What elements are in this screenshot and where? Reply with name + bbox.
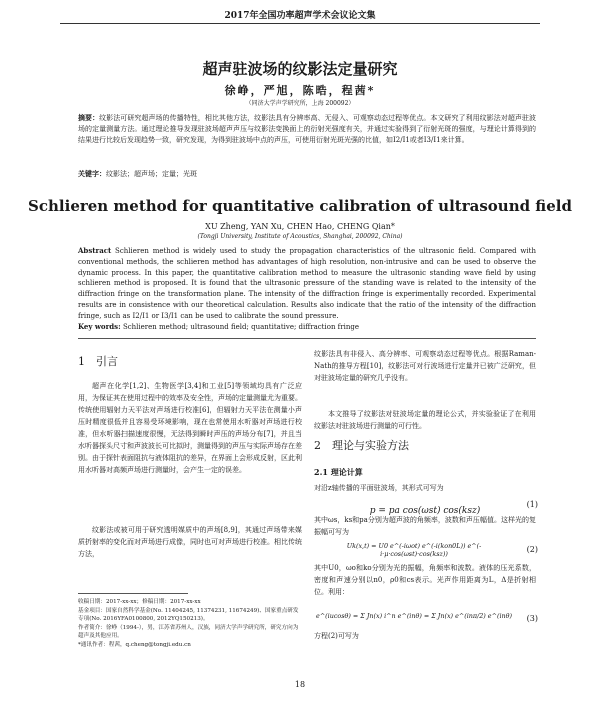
paper-title-en: Schlieren method for quantitative calibration of ultrasound field [28,197,572,215]
keywords-cn [78,169,536,180]
section-1-paragraph-2: 纹影法或被可用于研究透明媒质中的声场[8,9]，其通过声场带来媒质折射率的变化而对声场进行成像，同时也可对声场进行校准。相比传统方法， [78,526,302,558]
section-2-1-heading: 2.1 理论计算 [314,467,363,477]
paper-title-cn: 超声驻波场的纹影法定量研究 [202,60,398,78]
equation-2 [314,542,514,558]
abstract-separator [78,338,536,339]
keywords-en [78,322,536,333]
equation-2-number: (2) [526,545,538,554]
header-rule [60,23,540,24]
abstract-cn-text: 纹影法可研究超声场的传播特性，相比其他方法，纹影法具有分辨率高、无侵入、可观察动态过程等优点。本文研究了利用纹影法对超声驻波场的定量测量方法。通过理论推导发现驻波场超声声压与纹影法变换面上的衍射光强度有关，并通过实验得到了衍射光斑的强度，与理论计算得到的结果进行比较后发现趋势一致，研究发现，为得到驻波场中点的声压，可使用衍射光斑光强的比值，如I2/I1或者I3/I1来计算。 [78,114,536,144]
footnotes [78,598,302,650]
authors-en: XU Zheng, YAN Xu, CHEN Hao, CHENG Qian* [205,222,395,231]
equation-3-number: (3) [526,614,538,623]
abstract-en [78,246,536,322]
footnote-corresponding: *通讯作者：程茜，q.cheng@tongji.edu.cn [78,641,191,648]
footnote-author: 作者简介：徐峥（1994-），男，江苏省苏州人，汉族，同济大学声学研究所，研究方向为超声及其他应用。 [78,624,299,640]
section-1-paragraph-1: 超声在化学[1,2]、生物医学[3,4]和工业[5]等领域均具有广泛应用，为保证其在使用过程中的效率及安全性，声场的定量测量尤为重要。传统使用辐射力天平法对声场进行校准[6]，但辐射力天平法在测量小声压时精度很低并且容易受环境影响，现在也常使用水听器对声场进行校准，但水听器扫描速度很慢，无法得到瞬时声压的声场分布[7]，并且当水听器探头尺寸和声波波长可比拟时，测量得到的声压与实际声场存在差别。由于探针表面阻抗与液体阻抗的差异，在界面上会形成反射，区此利用水听器对高频声场进行测量时，会产生一定的误差。 [78,382,302,474]
equation-2-body: Uk(x,t) = U0 e^(-iωot) e^(-i(kon0L)) e^(-i·μ·cos(ωst)·cos(ksz)) [346,542,482,558]
section-2-1-paragraph-1: 对沿z轴传播的平面驻波场，其形式可写为 [314,484,444,492]
column-2-paragraph-1: 本文推导了纹影法对驻波场定量的理论公式，并实验验证了在利用纹影法对驻波场进行测量的可行性。 [314,410,536,430]
abstract-en-text: Schlieren method is widely used to study the propagation characteristics of the ultrasonic field. Compared with conventional methods, the schlieren method has advantages of high resolution, non-intrusive and can be used to observe the dynamic process. In this paper, the quantitative calibration method to measure the ultrasonic standing wave field by using schlieren method is proposed. It is found that the ultrasonic pressure of the standing wave is related to the intensity of the diffraction fringe on the transformation plane. The intensity of the diffraction fringe is experimentally recorded. Experimental results are in consistence with our theoretical calculation. Results also indicate that the ratio of the intensity of the diffraction fringe, such as I2/I1 or I3/I1 can be used to calibrate the sound pressure. [78,247,536,320]
section-1-heading: 1 引言 [78,355,118,368]
footnote-received: 收稿日期：2017-xx-xx；修稿日期：2017-xx-xx [78,599,201,605]
footnote-rule [78,593,188,594]
abstract-cn [78,113,536,145]
column-2-paragraph-0: 纹影法具有非侵入、高分辨率、可观察动态过程等优点。根据Raman-Nath的推导方程[10]，纹影法可对行波场进行定量并已被广泛研究，但对驻波场定量的研究几乎没有。 [314,350,536,382]
equation-1-body: p = pa cos(ωst) cos(ksz) [369,506,481,516]
equation-3-body: e^(iucosθ) = Σ Jn(x) i^n e^(inθ) = Σ Jn(x) e^(inπ/2) e^(inθ) [316,612,512,620]
section-2-1-paragraph-4: 方程(2)可写为 [314,632,359,640]
affiliation-cn: （同济大学声学研究所，上海 200092） [245,100,355,107]
keywords-en-label: Key words: [78,322,121,331]
abstract-cn-label: 摘要： [78,113,100,122]
affiliation-en: (Tongji University, Institute of Acoustics, Shanghai, 200092, China) [197,233,403,240]
authors-cn: 徐峥，严旭，陈晧，程茜* [224,84,376,97]
page-number: 18 [294,680,306,689]
keywords-cn-label: 关键字： [78,169,106,178]
running-header: 2017年全国功率超声学术会议论文集 [224,11,376,21]
section-2-heading: 2 理论与实验方法 [314,439,409,452]
footnote-funding: 基金项目：国家自然科学基金(No. 11404245, 11374231, 11674249)、国家重点研发专项(No. 2016YFA0100800, 2012YQ150213)。 [78,607,299,623]
section-2-1-paragraph-3: 其中U0，ωo和ko分别为光的振幅，角频率和波数。液体的压光系数，密度和声速分别以n0，ρ0和cs表示。光声作用距离为L，Δ是折射相位。利用： [314,564,536,596]
abstract-en-label: Abstract [78,246,112,255]
equation-3 [314,612,514,620]
section-2-1-paragraph-2: 其中ωs，ks和pa分别为超声波的角频率，波数和声压幅值。这样光的复振幅可写为 [314,516,536,536]
keywords-en-text: Schlieren method; ultrasound field; quantitative; diffraction fringe [122,323,359,331]
equation-1-number: (1) [526,500,538,509]
keywords-cn-text: 纹影法；超声场；定量；光斑 [106,170,197,178]
